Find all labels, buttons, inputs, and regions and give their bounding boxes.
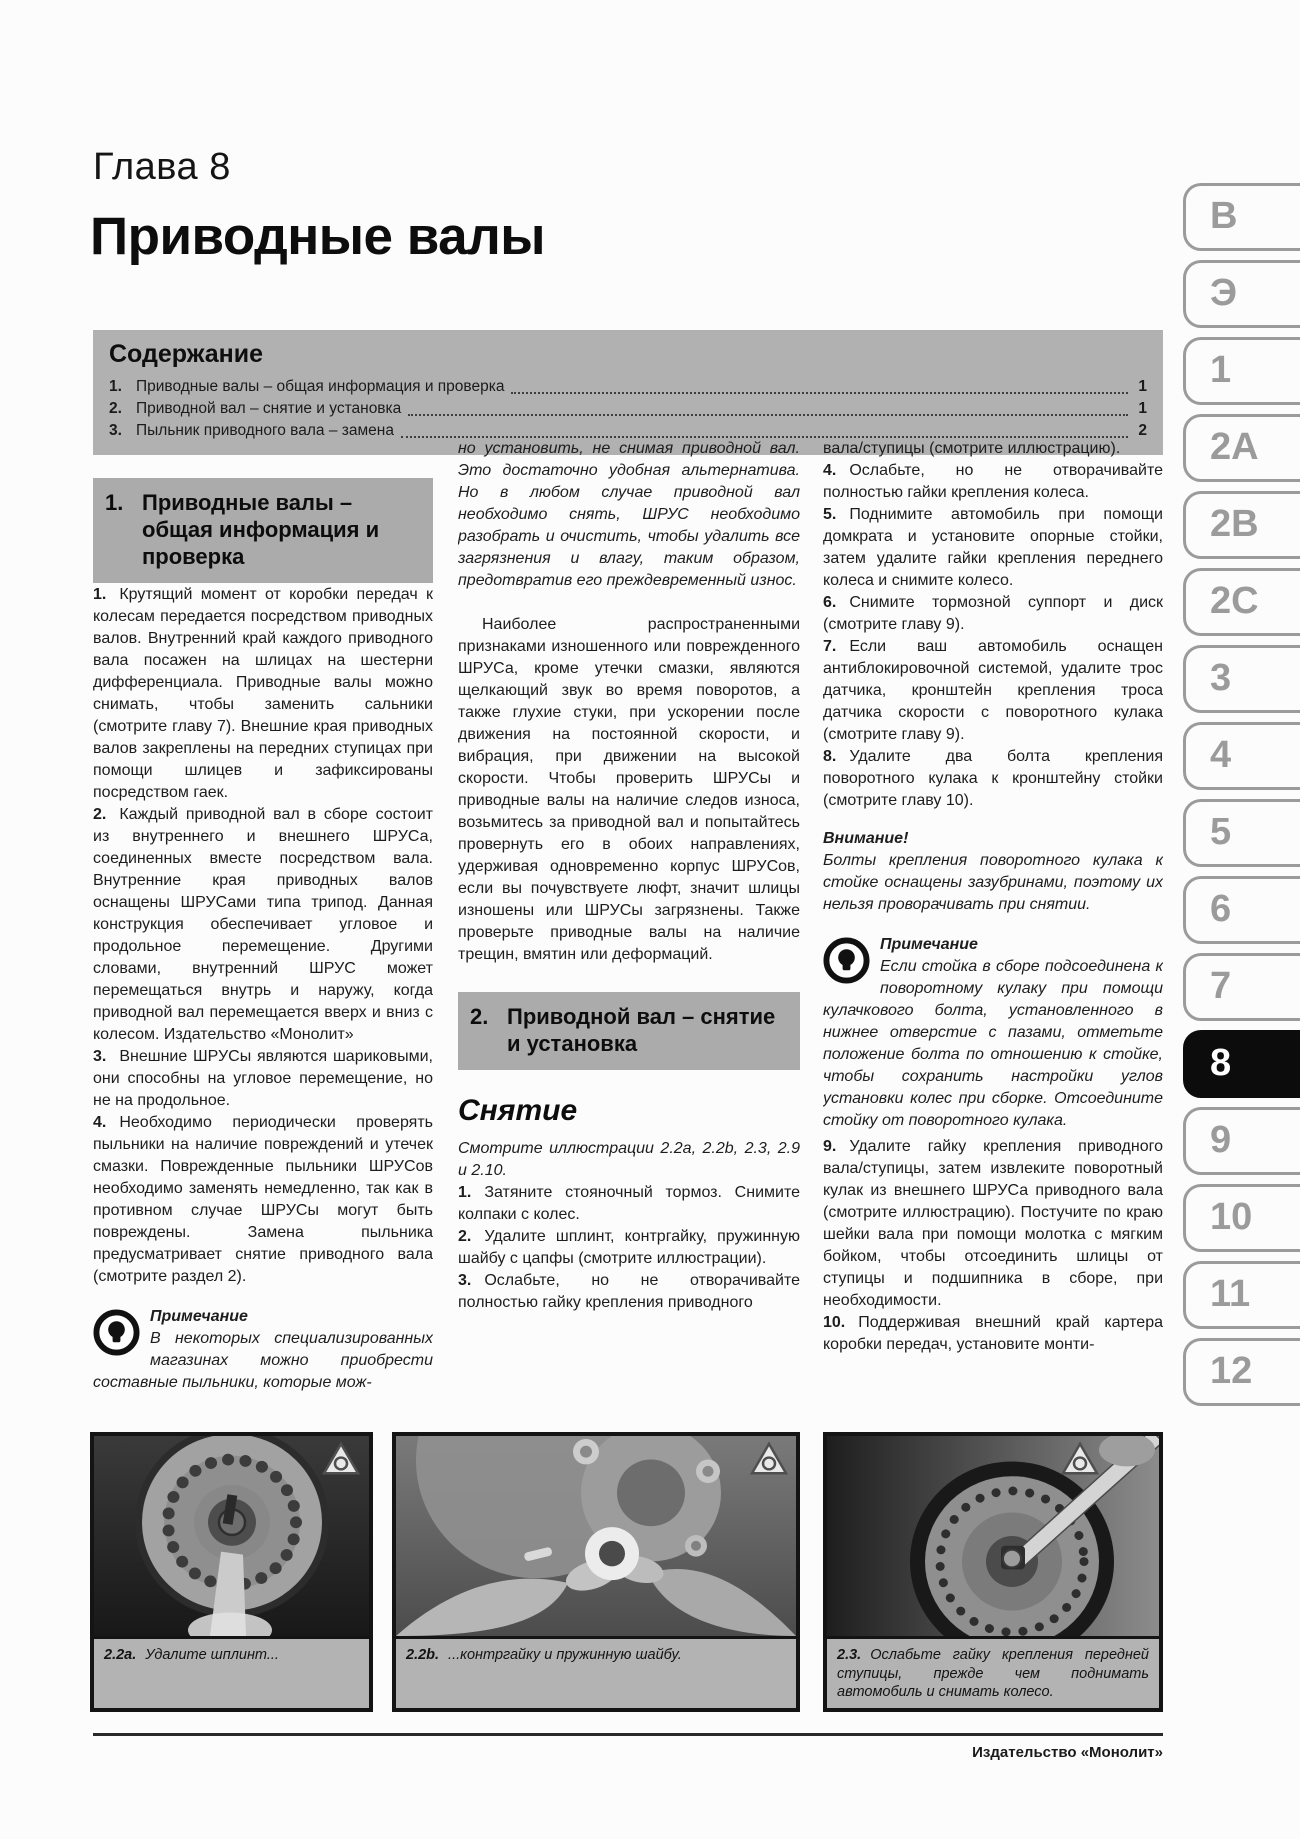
section-1-heading <box>93 478 433 583</box>
thumb-tab-label: 2А <box>1210 426 1259 468</box>
step-number: 3. <box>93 1048 107 1065</box>
thumb-tab-label: 7 <box>1210 965 1232 1007</box>
thumb-tab-label: В <box>1210 195 1238 237</box>
text-column-2 <box>458 438 800 1432</box>
thumb-tab-5 <box>1183 799 1300 867</box>
contents-item-number: 2. <box>109 400 122 417</box>
thumb-tab-label: 2В <box>1210 503 1259 545</box>
thumb-tab-label: 11 <box>1210 1273 1251 1315</box>
illustration-references: Смотрите иллюстрации 2.2a, 2.2b, 2.3, 2.9 и 2.10. <box>458 1140 800 1179</box>
step-text: Необходимо периодически проверять пыльники на наличие повреждений и утечек смазки. Поврежденные пыльники ШРУСов необходимо заменять немедленно, так как в противном случае ШРУСы могут быть повреждены. Замена пыльника предусматривает снятие приводного вала (смотрите раздел 2). <box>93 1114 433 1285</box>
step-paragraph <box>823 504 1163 592</box>
note-title: Примечание <box>150 1308 248 1325</box>
figure-2-3 <box>823 1432 1163 1712</box>
contents-title: Содержание <box>109 340 264 368</box>
text-column-3 <box>823 438 1163 1432</box>
step-number: 1. <box>93 586 107 603</box>
thumb-tab-e <box>1183 260 1300 328</box>
step-number: 9. <box>823 1138 837 1155</box>
warning-title: Внимание! <box>823 830 909 847</box>
step-text: Затяните стояночный тормоз. Снимите колпаки с колес. <box>458 1184 800 1223</box>
step-text: Ослабьте, но не отворачивайте полностью гайки крепления колеса. <box>823 462 1163 501</box>
step-text: Снимите тормозной суппорт и диск (смотрите главу 9). <box>823 594 1163 633</box>
step-number: 8. <box>823 748 837 765</box>
step-number: 6. <box>823 594 837 611</box>
thumb-tab-label: 3 <box>1210 657 1232 699</box>
contents-item-page: 1 <box>1138 378 1147 395</box>
figure-number: 2.2a. <box>104 1647 137 1663</box>
dot-leader <box>511 392 1128 394</box>
note-text: Если стойка в сборе подсоединена к поворотному кулаку при помощи кулачкового болта, установленного в нижнее отверстие с пазами, отметьте положение болта по отношению к стойке, чтобы сохранить настройки углов установки колес при сборке. Отсоедините стойку от поворотного кулака. <box>823 958 1163 1129</box>
step-paragraph <box>458 1226 800 1270</box>
thumb-tab-4 <box>1183 722 1300 790</box>
contents-item <box>109 376 1147 398</box>
note-block <box>823 932 1163 1132</box>
step-text: Внешние ШРУСы являются шариковыми, они способны на угловое перемещение, но не на продольное. <box>93 1048 433 1109</box>
thumb-tab-label: Э <box>1210 272 1238 314</box>
publisher-footer: Издательство «Монолит» <box>972 1744 1163 1761</box>
step-paragraph <box>93 804 433 1046</box>
text-column-1 <box>93 584 433 1430</box>
figure-caption-text: Удалите шплинт... <box>145 1647 279 1663</box>
thumb-tab-9 <box>1183 1107 1300 1175</box>
contents-item <box>109 398 1147 420</box>
step-paragraph <box>823 636 1163 746</box>
thumb-tab-11 <box>1183 1261 1300 1329</box>
photo-hands-locknut-washer <box>396 1436 796 1636</box>
step-paragraph <box>823 1312 1163 1356</box>
step-number: 5. <box>823 506 837 523</box>
step-text: Крутящий момент от коробки передач к колесам передается посредством приводных валов. Внутренний край каждого приводного вала посажен на шлицах на шестерни дифференциала. Приводные валы можно снимать, чтобы заменить сальники (смотрите главу 7). Внешние края приводных валов закреплены на передних ступицах при помощи шлицев и зафиксированы посредством гаек. <box>93 586 433 801</box>
thumb-tab-label: 8 <box>1210 1042 1232 1084</box>
contents-item-page: 1 <box>1138 400 1147 417</box>
thumb-tab-2c <box>1183 568 1300 636</box>
step-paragraph <box>823 592 1163 636</box>
thumb-tab-12 <box>1183 1338 1300 1406</box>
contents-item-number: 1. <box>109 378 122 395</box>
step-number: 4. <box>823 462 837 479</box>
thumb-tab-label: 9 <box>1210 1119 1232 1161</box>
step-text: Удалите два болта крепления поворотного кулака к кронштейну стойки (смотрите главу 10). <box>823 748 1163 809</box>
step-number: 3. <box>458 1272 472 1289</box>
step-continuation-text: вала/ступицы (смотрите иллюстрацию). <box>823 440 1121 457</box>
note-text: В некоторых специализированных магазинах можно приобрести составные пыльники, которые мож- <box>93 1330 433 1391</box>
section-title: Приводные валы – общая информация и проверка <box>142 490 380 569</box>
section-number: 1. <box>105 490 124 515</box>
contents-box <box>93 330 1163 455</box>
note-block <box>93 1304 433 1394</box>
thumb-tab-2b <box>1183 491 1300 559</box>
figure-number: 2.2b. <box>406 1647 440 1663</box>
step-paragraph <box>93 1112 433 1288</box>
step-paragraph <box>458 1182 800 1226</box>
thumb-tab-label: 2С <box>1210 580 1259 622</box>
thumb-tab-label: 5 <box>1210 811 1232 853</box>
step-text: Удалите шплинт, контргайку, пружинную шайбу с цапфы (смотрите иллюстрации). <box>458 1228 800 1267</box>
chapter-label: Глава 8 <box>93 146 231 188</box>
step-paragraph <box>823 1136 1163 1312</box>
figure-caption <box>827 1636 1159 1708</box>
figure-2-2b <box>392 1432 800 1712</box>
step-text: Если ваш автомобиль оснащен антиблокировочной системой, удалите трос датчика, кронштейн крепления троса датчика скорости с поворотного кулака (смотрите главу 9). <box>823 638 1163 743</box>
dot-leader <box>408 414 1128 416</box>
step-number: 10. <box>823 1314 846 1331</box>
photo-wheel-hub-cotter-pin <box>94 1436 369 1636</box>
step-text: Поддерживая внешний край картера коробки передач, установите монти- <box>823 1314 1163 1353</box>
thumb-tab-1 <box>1183 337 1300 405</box>
step-number: 2. <box>93 806 107 823</box>
note-continuation-text: но установить, не снимая приводной вал. Это достаточно удобная альтернатива. Но в любом случае приводной вал необходимо снять, ШРУС необходимо разобрать и очистить, чтобы удалить все загрязнения и влагу, таким образом, предотвратив его преждевременный износ. <box>458 440 800 589</box>
section-number: 2. <box>470 1004 489 1029</box>
step-text: Каждый приводной вал в сборе состоит из внутреннего и внешнего ШРУСа, соединенных вместе посредством вала. Внутренние края приводных валов оснащены ШРУСами типа трипод. Данная конструкция обеспечивает угловое и продольное перемещение. Другими словами, внутренний ШРУС может перемещаться внутрь и наружу, когда приводной вал перемещается вверх и вниз с колесом. Издательство «Монолит» <box>93 806 433 1043</box>
thumb-tab-8-active <box>1183 1030 1300 1098</box>
page-title: Приводные валы <box>90 207 546 266</box>
thumb-tab-label: 4 <box>1210 734 1232 776</box>
contents-item-page: 2 <box>1138 422 1147 439</box>
thumb-tab-label: 6 <box>1210 888 1232 930</box>
step-text: Ослабьте, но не отворачивайте полностью гайку крепления приводного <box>458 1272 800 1311</box>
figure-caption <box>396 1636 796 1708</box>
step-number: 4. <box>93 1114 107 1131</box>
thumb-tab-10 <box>1183 1184 1300 1252</box>
step-paragraph <box>458 1270 800 1314</box>
step-paragraph <box>823 460 1163 504</box>
footer-rule <box>93 1733 1163 1736</box>
thumb-tab-6 <box>1183 876 1300 944</box>
warning-text: Болты крепления поворотного кулака к стойке оснащены зазубринами, поэтому их нельзя проворачивать при снятии. <box>823 852 1163 913</box>
step-number: 2. <box>458 1228 472 1245</box>
figure-number: 2.3. <box>837 1647 862 1663</box>
step-paragraph <box>93 1046 433 1112</box>
step-paragraph <box>823 746 1163 812</box>
note-title: Примечание <box>880 936 978 953</box>
figure-caption-text: Ослабьте гайку крепления передней ступицы, прежде чем поднимать автомобиль и снимать колесо. <box>837 1647 1149 1700</box>
thumb-tab-label: 10 <box>1210 1196 1253 1238</box>
figure-caption-text: ...контргайку и пружинную шайбу. <box>448 1647 682 1663</box>
contents-item-number: 3. <box>109 422 122 439</box>
contents-item-label: Приводные валы – общая информация и проверка <box>136 378 505 395</box>
thumb-tab-v <box>1183 183 1300 251</box>
photo-hub-breaker-bar <box>827 1436 1159 1636</box>
step-paragraph <box>93 584 433 804</box>
step-number: 7. <box>823 638 837 655</box>
subsection-heading: Снятие <box>458 1094 578 1127</box>
step-text: Удалите гайку крепления приводного вала/ступицы, затем извлеките поворотный кулак из внешнего ШРУСа приводного вала (смотрите иллюстрацию). Постучите по краю шейки вала при помощи молотка с мягким бойком, чтобы отсоединить шлицы от ступицы и подшипника в сборе, при необходимости. <box>823 1138 1163 1309</box>
lightbulb-note-icon <box>823 937 870 984</box>
step-text: Поднимите автомобиль при помощи домкрата и установите опорные стойки, затем удалите гайки крепления переднего колеса и снимите колесо. <box>823 506 1163 589</box>
contents-item-label: Приводной вал – снятие и установка <box>136 400 402 417</box>
figure-caption <box>94 1636 369 1708</box>
section-2-heading <box>458 992 800 1070</box>
section-title: Приводной вал – снятие и установка <box>507 1004 776 1056</box>
body-paragraph: Наиболее распространенными признаками изношенного или поврежденного ШРУСа, кроме утечки смазки, являются щелкающий звук во время поворотов, а также глухие стуки, при ускорении после движения на постоянной скорости, и вибрация, при движении на высокой скорости. Чтобы проверить ШРУСы и приводные валы на наличие следов износа, возьмитесь за приводной вал и попытайтесь провернуть его в обоих направлениях, удерживая одновременно корпус ШРУСов, если вы почувствуете люфт, значит шлицы изношены или ШРУСы загрязнены. Также проверьте приводные валы на наличие трещин, вмятин или деформаций. <box>458 616 800 963</box>
thumb-tab-label: 12 <box>1210 1350 1253 1392</box>
thumb-tab-7 <box>1183 953 1300 1021</box>
thumb-tab-label: 1 <box>1210 349 1232 391</box>
thumb-tab-3 <box>1183 645 1300 713</box>
thumb-tab-2a <box>1183 414 1300 482</box>
contents-item-label: Пыльник приводного вала – замена <box>136 422 394 439</box>
lightbulb-note-icon <box>93 1309 140 1356</box>
figure-2-2a <box>90 1432 373 1712</box>
step-number: 1. <box>458 1184 472 1201</box>
